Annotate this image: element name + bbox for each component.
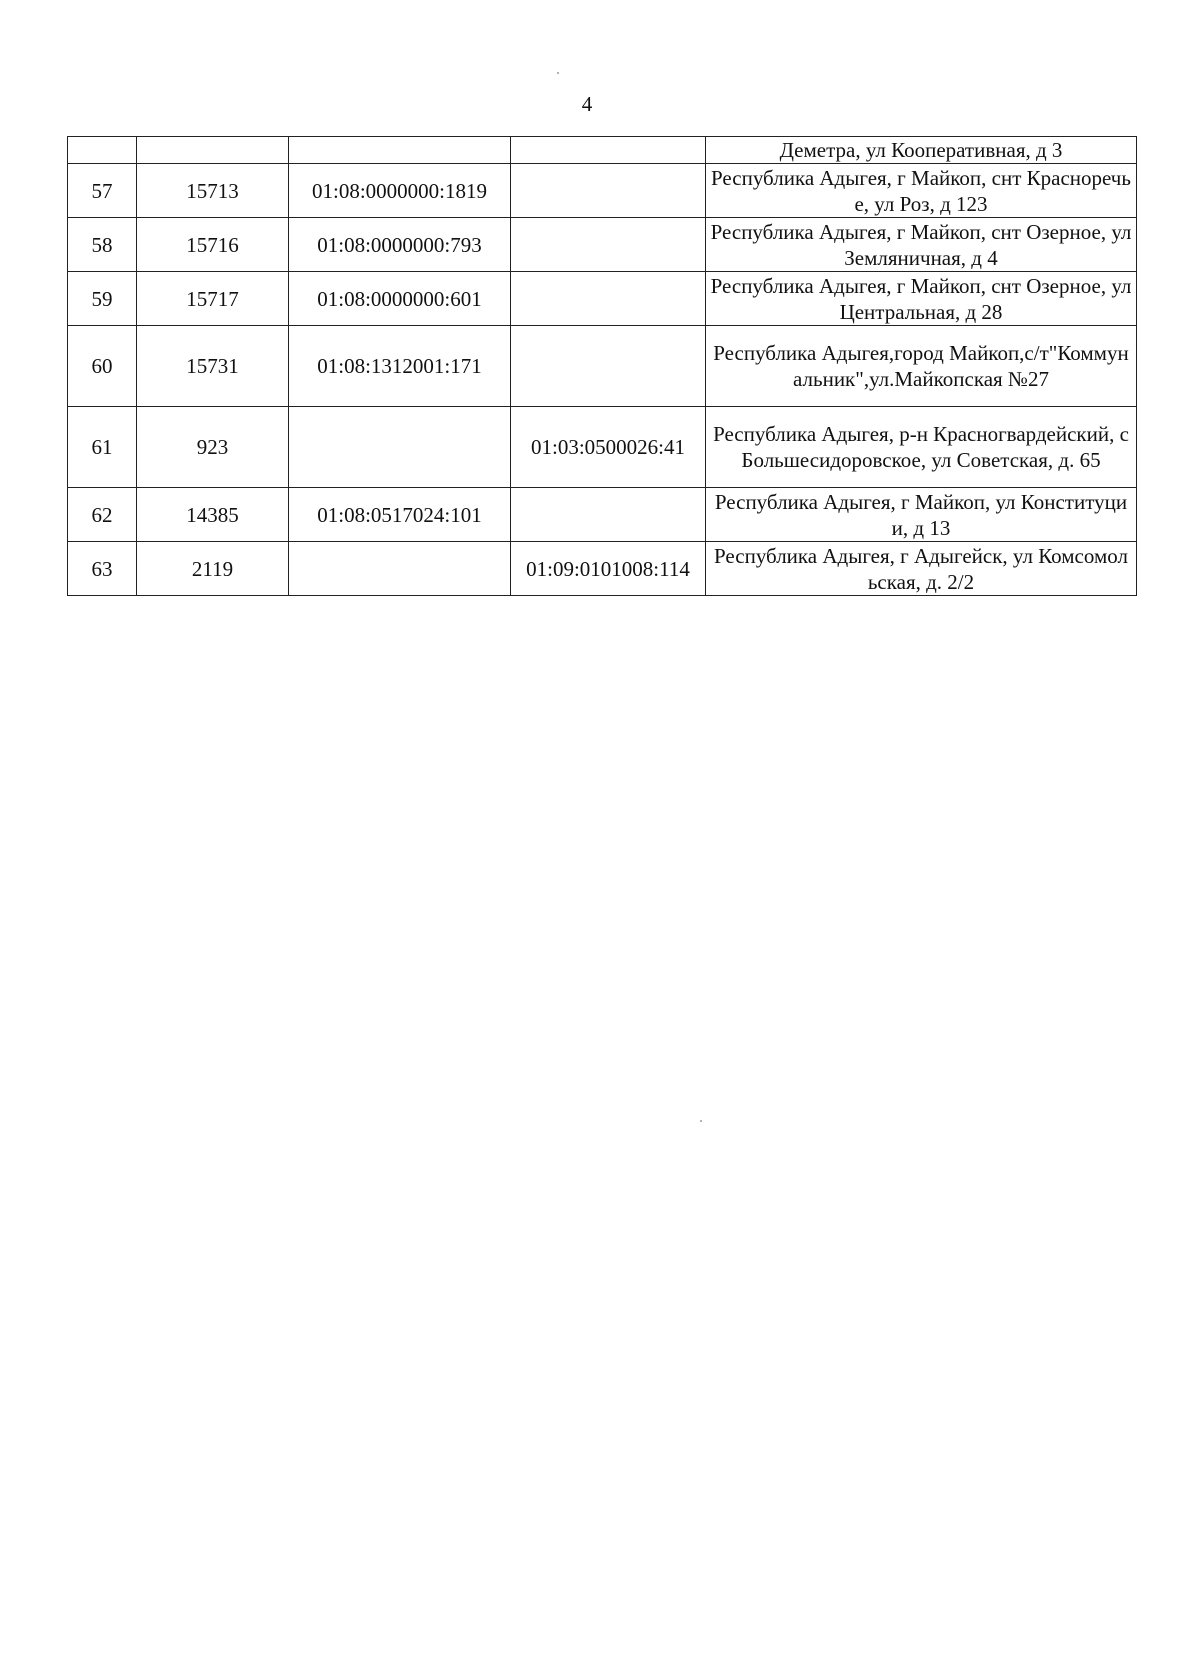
cell-id: 15716	[137, 218, 289, 272]
cell-cadastral-a: 01:08:0000000:1819	[289, 164, 511, 218]
registry-table	[67, 136, 1137, 596]
cell-address: Деметра, ул Кооперативная, д 3	[706, 137, 1137, 164]
cell-number: 57	[68, 164, 137, 218]
cell-number: 59	[68, 272, 137, 326]
cell-number: 63	[68, 542, 137, 596]
table-row	[68, 488, 1137, 542]
cell-cadastral-b	[511, 137, 706, 164]
cell-cadastral-a: 01:08:0517024:101	[289, 488, 511, 542]
cell-id: 15731	[137, 326, 289, 407]
cell-cadastral-a	[289, 407, 511, 488]
cell-address: Республика Адыгея, г Майкоп, снт Озерное, ул Центральная, д 28	[706, 272, 1137, 326]
cell-cadastral-a	[289, 137, 511, 164]
table-row	[68, 407, 1137, 488]
table-row	[68, 542, 1137, 596]
cell-address: Республика Адыгея, г Адыгейск, ул Комсомольская, д. 2/2	[706, 542, 1137, 596]
cell-address: Республика Адыгея, г Майкоп, ул Конституции, д 13	[706, 488, 1137, 542]
cell-id: 15713	[137, 164, 289, 218]
cell-address: Республика Адыгея, р-н Красногвардейский, с Большесидоровское, ул Советская, д. 65	[706, 407, 1137, 488]
cell-address: Республика Адыгея, г Майкоп, снт Красноречье, ул Роз, д 123	[706, 164, 1137, 218]
cell-cadastral-a: 01:08:0000000:793	[289, 218, 511, 272]
table-row	[68, 272, 1137, 326]
scan-speck	[557, 72, 559, 74]
cell-id: 14385	[137, 488, 289, 542]
cell-number: 58	[68, 218, 137, 272]
cell-cadastral-b	[511, 488, 706, 542]
table-row	[68, 137, 1137, 164]
cell-cadastral-b	[511, 218, 706, 272]
cell-cadastral-b	[511, 326, 706, 407]
table-row	[68, 218, 1137, 272]
cell-number: 61	[68, 407, 137, 488]
table-row	[68, 164, 1137, 218]
cell-id: 2119	[137, 542, 289, 596]
cell-cadastral-a: 01:08:0000000:601	[289, 272, 511, 326]
scan-speck	[700, 1120, 702, 1122]
cell-number: 62	[68, 488, 137, 542]
cell-cadastral-b	[511, 164, 706, 218]
cell-number: 60	[68, 326, 137, 407]
page-number: 4	[581, 92, 593, 116]
cell-id: 923	[137, 407, 289, 488]
cell-cadastral-b	[511, 272, 706, 326]
cell-id: 15717	[137, 272, 289, 326]
cell-address: Республика Адыгея, г Майкоп, снт Озерное, ул Земляничная, д 4	[706, 218, 1137, 272]
cell-cadastral-b: 01:03:0500026:41	[511, 407, 706, 488]
cell-id	[137, 137, 289, 164]
table-row	[68, 326, 1137, 407]
cell-number	[68, 137, 137, 164]
cell-cadastral-a	[289, 542, 511, 596]
cell-address: Республика Адыгея,город Майкоп,с/т"Коммунальник",ул.Майкопская №27	[706, 326, 1137, 407]
cell-cadastral-b: 01:09:0101008:114	[511, 542, 706, 596]
cell-cadastral-a: 01:08:1312001:171	[289, 326, 511, 407]
